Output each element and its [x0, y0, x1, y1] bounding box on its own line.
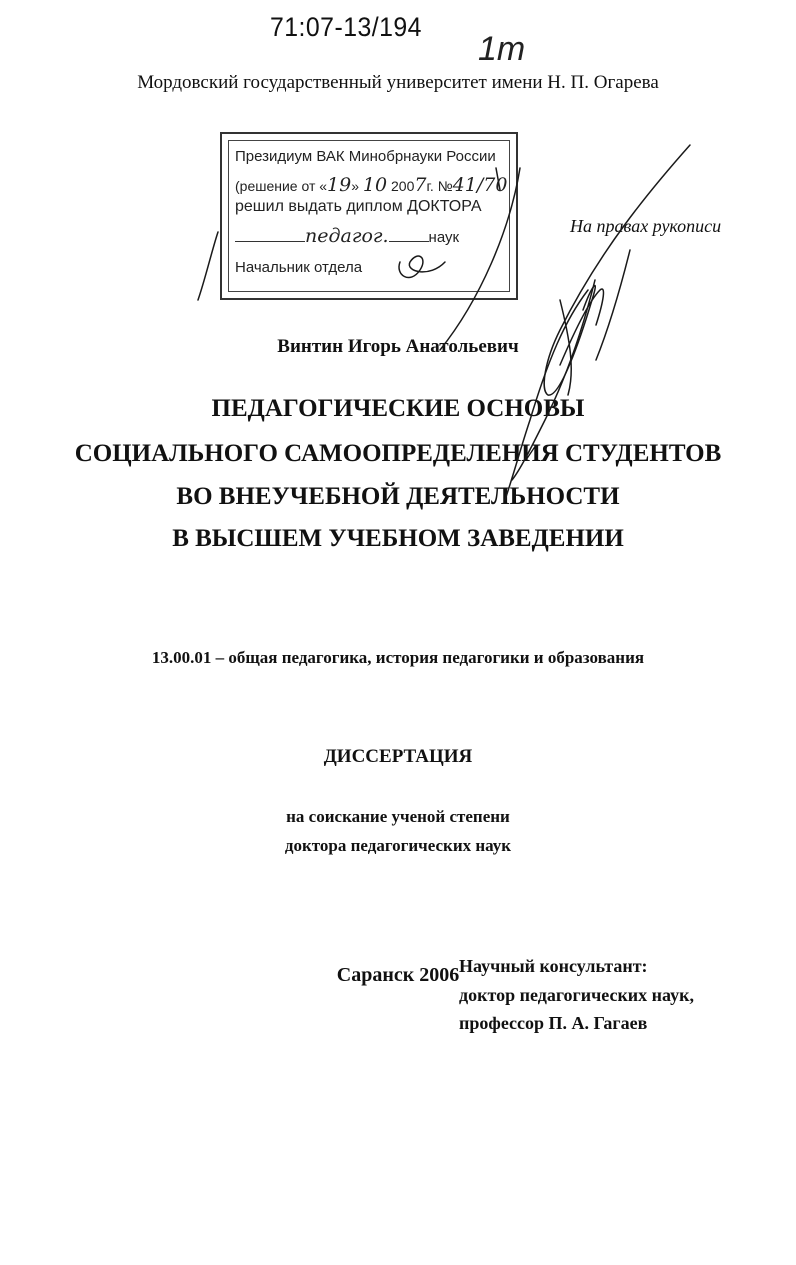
stamp-science: педагог.	[305, 225, 389, 247]
stamp-year-digit: 7	[414, 174, 427, 196]
signature-stroke	[399, 256, 445, 277]
handwritten-corner-mark: 1т	[478, 30, 526, 68]
signature-stroke	[496, 168, 500, 190]
signature-stroke	[505, 290, 588, 500]
stamp-year-prefix: 200	[391, 178, 415, 194]
stamp-quote-close: »	[351, 178, 360, 194]
stamp-month: 10	[362, 174, 388, 196]
consultant-line: профессор П. А. Гагаев	[459, 1013, 648, 1033]
catalog-number: 71:07-13/194	[270, 12, 422, 42]
stamp-science-suffix: наук	[428, 229, 460, 246]
stamp-number-label: г. №	[426, 178, 453, 194]
stamp-decision-prefix: (решение от «	[235, 178, 328, 194]
consultant-line: доктор педагогических наук,	[459, 985, 695, 1005]
author-name: Винтин Игорь Анатольевич	[277, 336, 519, 357]
title-line: ПЕДАГОГИЧЕСКИЕ ОСНОВЫ	[211, 395, 585, 422]
stamp-presidium-line: Президиум ВАК Минобрнауки России	[235, 148, 496, 165]
stamp-day: 19	[327, 174, 352, 196]
consultant-line: Научный консультант:	[459, 956, 648, 976]
title-line: ВО ВНЕУЧЕБНОЙ ДЕЯТЕЛЬНОСТИ	[176, 483, 620, 510]
university-name: Мордовский государственный университет имени Н. П. Огарева	[137, 72, 659, 93]
signature-stroke	[544, 145, 690, 395]
specialty-code: 13.00.01 – общая педагогика, история педагогики и образования	[151, 648, 645, 667]
title-line: СОЦИАЛЬНОГО САМООПРЕДЕЛЕНИЯ СТУДЕНТОВ	[74, 440, 722, 467]
signature-stroke	[198, 232, 218, 300]
title-line: В ВЫСШЕМ УЧЕБНОМ ЗАВЕДЕНИИ	[172, 525, 624, 552]
degree-purpose-line: на соискание ученой степени	[286, 807, 510, 826]
stamp-number: 41/70	[452, 174, 508, 196]
degree-purpose-line: доктора педагогических наук	[284, 836, 512, 855]
document-type: ДИССЕРТАЦИЯ	[323, 746, 473, 767]
stamp-head-label: Начальник отдела	[235, 259, 363, 276]
manuscript-rights-note: На правах рукописи	[570, 216, 722, 236]
signature-stroke	[440, 168, 520, 350]
place-and-year: Саранск 2006	[336, 964, 460, 986]
stamp-decision-text: решил выдать диплом ДОКТОРА	[235, 198, 482, 215]
